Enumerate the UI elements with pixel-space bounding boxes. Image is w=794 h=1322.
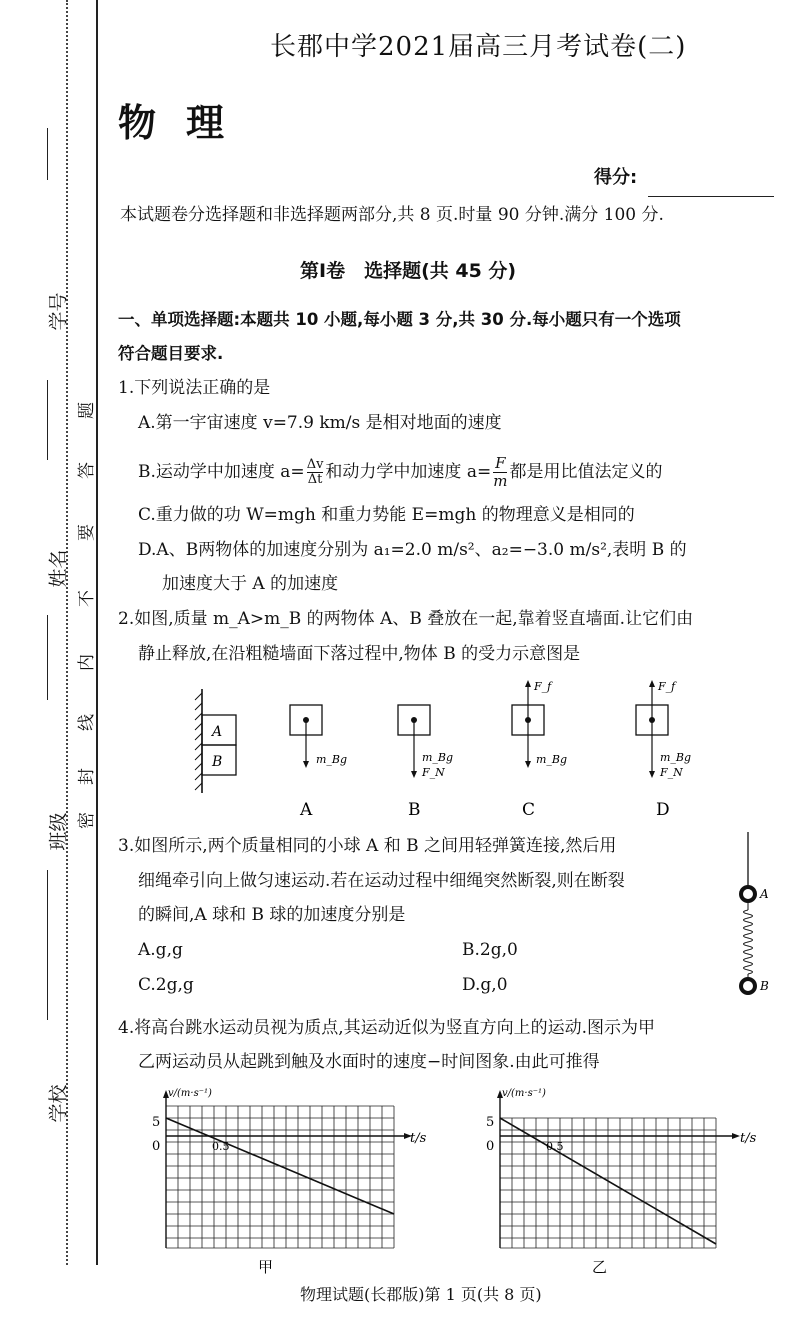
tick-0-5: 0.5 — [212, 1140, 230, 1153]
seal-dotted-line — [66, 0, 68, 1265]
intro-text: 本试题卷分选择题和非选择题两部分,共 8 页.时量 90 分钟.满分 100 分. — [120, 205, 664, 225]
field-school: 学校 — [47, 1084, 70, 1123]
fraction-dv-dt: $\frac{\Delta v}{\Delta t}$ — [306, 457, 324, 487]
field-line — [47, 380, 48, 460]
field-student-id: 学号 — [47, 292, 70, 331]
ball-b-label: B — [760, 979, 769, 993]
graph-caption-jia: 甲 — [258, 1258, 274, 1276]
field-line — [47, 615, 48, 700]
x-axis-label: t/s — [410, 1131, 427, 1146]
field-line — [47, 870, 48, 1020]
option-label-a: A — [300, 800, 313, 820]
field-name: 姓名 — [47, 549, 70, 588]
seal-char: 密 — [77, 812, 97, 829]
spring — [744, 901, 753, 980]
seal-char: 不 — [77, 590, 97, 607]
graph-jia — [140, 1082, 440, 1282]
field-class: 班级 — [47, 812, 70, 851]
q1-option-c: C.重力做的功 W=mgh 和重力势能 E=mgh 的物理意义是相同的 — [138, 505, 635, 525]
q1-option-d-line1: D.A、B两物体的加速度分别为 a₁=2.0 m/s²、a₂=−3.0 m/s²,表明 B 的 — [138, 540, 687, 560]
option-label-d: D — [656, 800, 670, 820]
force-f-label: F_f — [658, 680, 676, 693]
q1-option-a: A.第一宇宙速度 v=7.9 km/s 是相对地面的速度 — [138, 413, 502, 433]
exam-title: 长郡中学2021届高三月考试卷(二) — [270, 32, 687, 62]
section-title: 第Ⅰ卷 选择题(共 45 分) — [300, 260, 517, 282]
tick-0: 0 — [486, 1139, 495, 1154]
fraction-f-m: $\frac{F}{m}$ — [493, 454, 508, 490]
page-footer: 物理试题(长郡版)第 1 页(共 8 页) — [300, 1285, 542, 1304]
binding-margin — [0, 0, 100, 1322]
diagram-option-d — [636, 680, 691, 779]
score-label: 得分: — [594, 167, 638, 188]
part1-heading-line1: 一、单项选择题:本题共 10 小题,每小题 3 分,共 30 分.每小题只有一个选项 — [118, 310, 681, 329]
q1-option-d-line2: 加速度大于 A 的加速度 — [162, 574, 339, 594]
subject-title: 物理 — [118, 101, 255, 145]
seal-char: 线 — [77, 714, 97, 731]
q3-option-a: A.g,g — [138, 940, 183, 960]
q3-option-d: D.g,0 — [462, 975, 508, 995]
block-b-label: B — [212, 754, 223, 770]
q3-stem-line2: 细绳牵引向上做匀速运动.若在运动过程中细绳突然断裂,则在断裂 — [138, 871, 625, 891]
seal-char: 题 — [77, 402, 97, 419]
tick-0: 0 — [152, 1139, 161, 1154]
ball-b — [741, 979, 755, 993]
diagram-option-a — [290, 705, 347, 768]
q3-stem-line3: 的瞬间,A 球和 B 球的加速度分别是 — [138, 905, 406, 925]
tick-5: 5 — [152, 1115, 161, 1130]
seal-char: 答 — [77, 462, 97, 479]
diagram-option-b — [398, 705, 453, 779]
tick-5: 5 — [486, 1115, 495, 1130]
force-n-label: F_N — [422, 766, 445, 779]
force-n-label: F_N — [660, 766, 683, 779]
q1-option-b: B.运动学中加速度 a= $\frac{\Delta v}{\Delta t}$ 和动力学中加速度 a= $\frac{F}{m}$ 都是用比值法定义的 — [138, 454, 663, 490]
force-mg-label: m_Bg — [316, 753, 348, 766]
spring-balls-figure — [730, 830, 780, 1005]
wall-figure — [195, 689, 236, 793]
y-axis-label: v/(m·s⁻¹) — [502, 1088, 546, 1099]
seal-char: 内 — [77, 654, 97, 671]
ball-a-label: A — [760, 887, 769, 901]
q1-stem: 1.下列说法正确的是 — [118, 378, 271, 398]
force-mg-label: m_Bg — [536, 753, 568, 766]
seal-char: 封 — [77, 768, 97, 785]
y-axis-label: v/(m·s⁻¹) — [168, 1088, 212, 1099]
seal-solid-line — [96, 0, 98, 1265]
q3-option-b: B.2g,0 — [462, 940, 518, 960]
x-axis-label: t/s — [740, 1131, 757, 1146]
q2-force-diagrams — [190, 675, 710, 825]
q4-stem-line2: 乙两运动员从起跳到触及水面时的速度−时间图象.由此可推得 — [138, 1052, 600, 1072]
ball-a — [741, 887, 755, 901]
q3-stem-line1: 3.如图所示,两个质量相同的小球 A 和 B 之间用轻弹簧连接,然后用 — [118, 836, 617, 856]
force-mg-label: m_Bg — [422, 751, 454, 764]
q3-option-c: C.2g,g — [138, 975, 194, 995]
graph-caption-yi: 乙 — [592, 1258, 608, 1276]
force-mg-label: m_Bg — [660, 751, 692, 764]
q2-stem-line1: 2.如图,质量 m_A>m_B 的两物体 A、B 叠放在一起,靠着竖直墙面.让它们由 — [118, 609, 694, 629]
score-field-line — [648, 196, 774, 197]
option-label-b: B — [408, 800, 421, 820]
force-f-label: F_f — [534, 680, 552, 693]
block-a-label: A — [212, 724, 223, 740]
option-label-c: C — [522, 800, 536, 820]
seal-char: 要 — [77, 524, 97, 541]
part1-heading-line2: 符合题目要求. — [118, 344, 224, 363]
diagram-option-c — [512, 680, 567, 768]
q4-stem-line1: 4.将高台跳水运动员视为质点,其运动近似为竖直方向上的运动.图示为甲 — [118, 1018, 656, 1038]
field-line — [47, 128, 48, 180]
tick-0-5: 0.5 — [546, 1140, 564, 1153]
graph-yi — [474, 1082, 774, 1282]
q2-stem-line2: 静止释放,在沿粗糙墙面下落过程中,物体 B 的受力示意图是 — [138, 644, 581, 664]
